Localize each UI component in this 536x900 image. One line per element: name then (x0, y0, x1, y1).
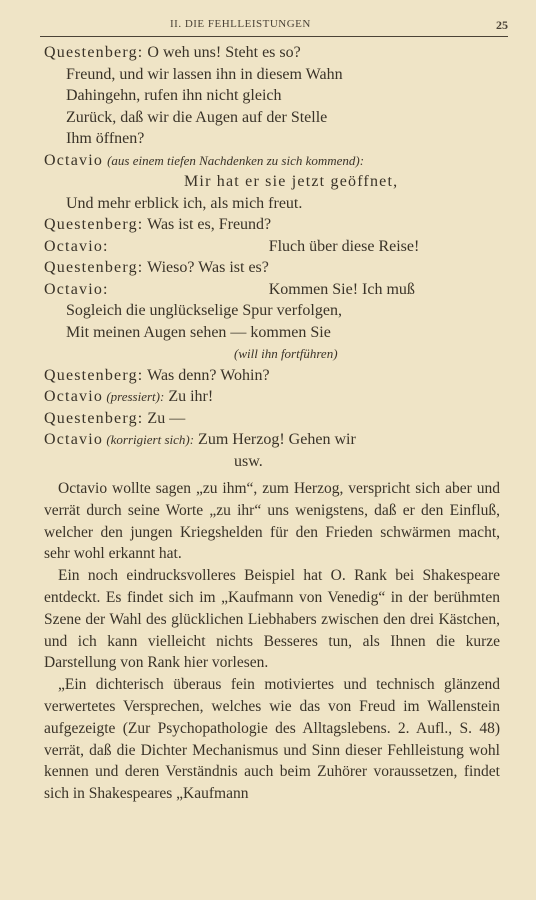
paragraph: „Ein dichterisch überaus fein motiviertes und technisch glänzend verwertetes Versprechen, welches wie das von Freud im Wallenstein aufgezeigte (Zur Psychopathologie des Alltagslebens. 2. Aufl., S. 48) verrät, daß die Dichter Mechanismus und Sinn dieser Fehlleistung wohl kennen und deren Verständnis auch beim Zuhörer voraussetzen, findet sich in Shakespeares „Kaufmann (44, 676, 500, 803)
verse-line: usw. (234, 452, 263, 470)
chapter-title: II. DIE FEHLLEISTUNGEN (170, 18, 311, 30)
verse-line: Questenberg: Was ist es, Freund? (44, 216, 272, 233)
verse-line: Questenberg: Was denn? Wohin? (44, 366, 270, 384)
prose-text (44, 478, 500, 805)
stage-direction: (korrigiert sich): (103, 432, 195, 447)
verse-line: Questenberg: O weh uns! Steht es so? (44, 44, 301, 61)
verse-line: Dahingehn, rufen ihn nicht gleich (66, 87, 282, 104)
verse-line: Questenberg: Wieso? Was ist es? (44, 259, 269, 276)
paragraph: Ein noch eindrucksvolleres Beispiel hat O. Rank bei Shakespeare entdeckt. Es findet sich im „Kaufmann von Venedig“ in der berühmten Szene der Wahl des glücklichen Liebhabers zwischen den drei Kästchen, und ich kann vielleicht nichts Besseres tun, als Ihnen die kurze Darstellung von Rank hier vorlesen. (44, 567, 500, 672)
header-rule (40, 36, 508, 37)
verse-line: Ihm öffnen? (66, 130, 145, 147)
paragraph: Octavio wollte sagen „zu ihm“, zum Herzog, verspricht sich aber und verrät durch seine Worte „zu ihr“ uns wenigstens, daß er den Einfluß, welcher den jungen Kriegshelden für den Frieden schwärmen macht, sehr wohl erkannt hat. (44, 480, 500, 563)
verse-line (44, 343, 500, 365)
verse-line: Mit meinen Augen sehen — kommen Sie (66, 323, 331, 341)
page-number: 25 (496, 18, 508, 32)
verse-line: Octavio (aus einem tiefen Nachdenken zu sich kommend): (44, 151, 365, 169)
verse-line: Questenberg: Zu — (44, 409, 186, 427)
verse-line: Octavio: Kommen Sie! Ich muß (44, 280, 415, 298)
running-header (40, 18, 508, 38)
verse-line: Octavio (korrigiert sich): Zum Herzog! Gehen wir (44, 431, 356, 448)
stage-direction: (aus einem tiefen Nachdenken zu sich kommend): (107, 152, 365, 168)
page-body (44, 42, 500, 805)
verse-line: Mir hat er sie jetzt geöffnet, (184, 173, 399, 190)
verse-line: Octavio: Fluch über diese Reise! (44, 237, 420, 255)
verse-line: Und mehr erblick ich, als mich freut. (66, 194, 303, 212)
verse-line: Octavio (pressiert): Zu ihr! (44, 388, 214, 405)
verse-line: Freund, und wir lassen ihn in diesem Wahn (66, 65, 343, 83)
verse-line: Sogleich die unglückselige Spur verfolgen, (66, 302, 342, 319)
verse-line: Zurück, daß wir die Augen auf der Stelle (66, 108, 328, 126)
stage-direction: (will ihn fortführen) (234, 346, 338, 361)
stage-direction: (pressiert): (103, 389, 165, 404)
